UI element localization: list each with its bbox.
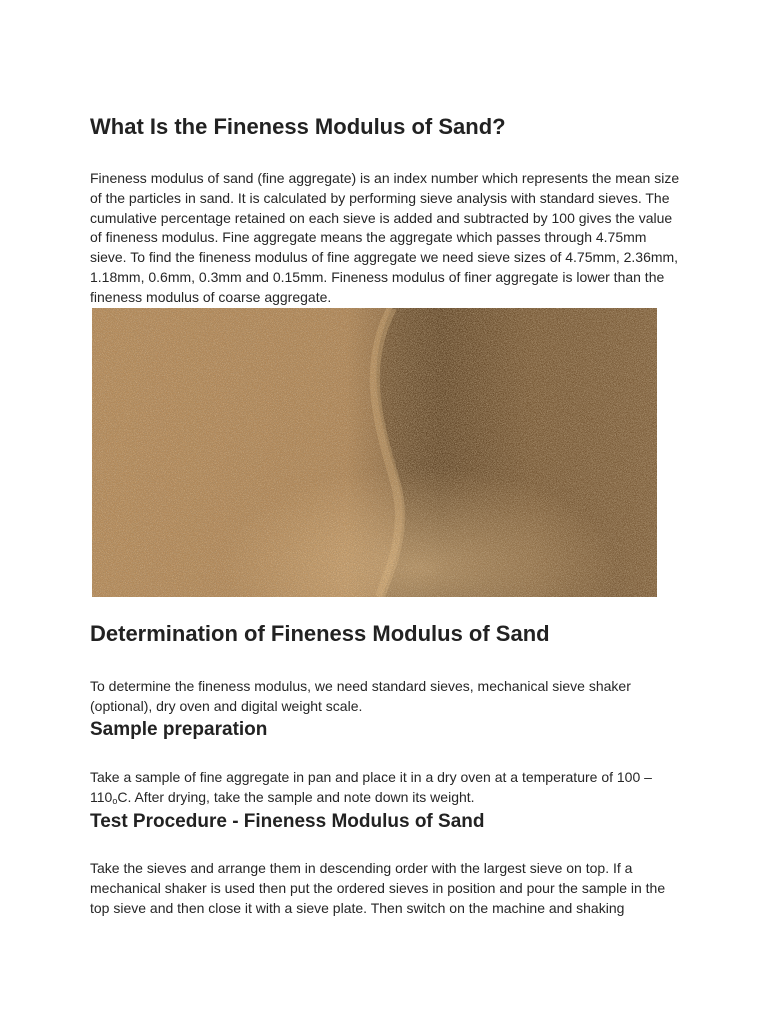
sand-texture-image	[92, 308, 657, 597]
sand-texture-svg	[92, 308, 657, 597]
determination-paragraph: To determine the fineness modulus, we need standard sieves, mechanical sieve shaker (optional), dry oven and digital weight scale.	[90, 678, 631, 714]
determination-heading: Determination of Fineness Modulus of Sand	[90, 621, 550, 646]
test-procedure-paragraph: Take the sieves and arrange them in descending order with the largest sieve on top. If a mechanical shaker is used then put the ordered sieves in position and pour the sample in the top sieve and then close it with a sieve plate. Then switch on the machine and shaking	[90, 860, 666, 916]
sample-text-start: Take a sample of fine aggregate in pan and place it in a dry oven at a temperature of 100 – 110	[90, 769, 652, 805]
test-procedure-heading: Test Procedure - Fineness Modulus of Sand	[90, 811, 485, 832]
sample-preparation-heading: Sample preparation	[90, 719, 268, 740]
article-title: What Is the Fineness Modulus of Sand?	[90, 114, 506, 139]
sample-text-end: C. After drying, take the sample and note down its weight.	[117, 788, 475, 805]
sample-preparation-paragraph	[90, 768, 680, 812]
intro-paragraph: Fineness modulus of sand (fine aggregate) is an index number which represents the mean size of the particles in sand. It is calculated by performing sieve analysis with standard sieves. The cumulative percentage retained on each sieve is added and subtracted by 100 gives the value of fineness modulus. Fine aggregate means the aggregate which passes through 4.75mm sieve. To find the fineness modulus of fine aggregate we need sieve sizes of 4.75mm, 2.36mm, 1.18mm, 0.6mm, 0.3mm and 0.15mm. Fineness modulus of finer aggregate is lower than the fineness modulus of coarse aggregate.	[90, 170, 680, 305]
degree-mark: o	[112, 795, 118, 806]
